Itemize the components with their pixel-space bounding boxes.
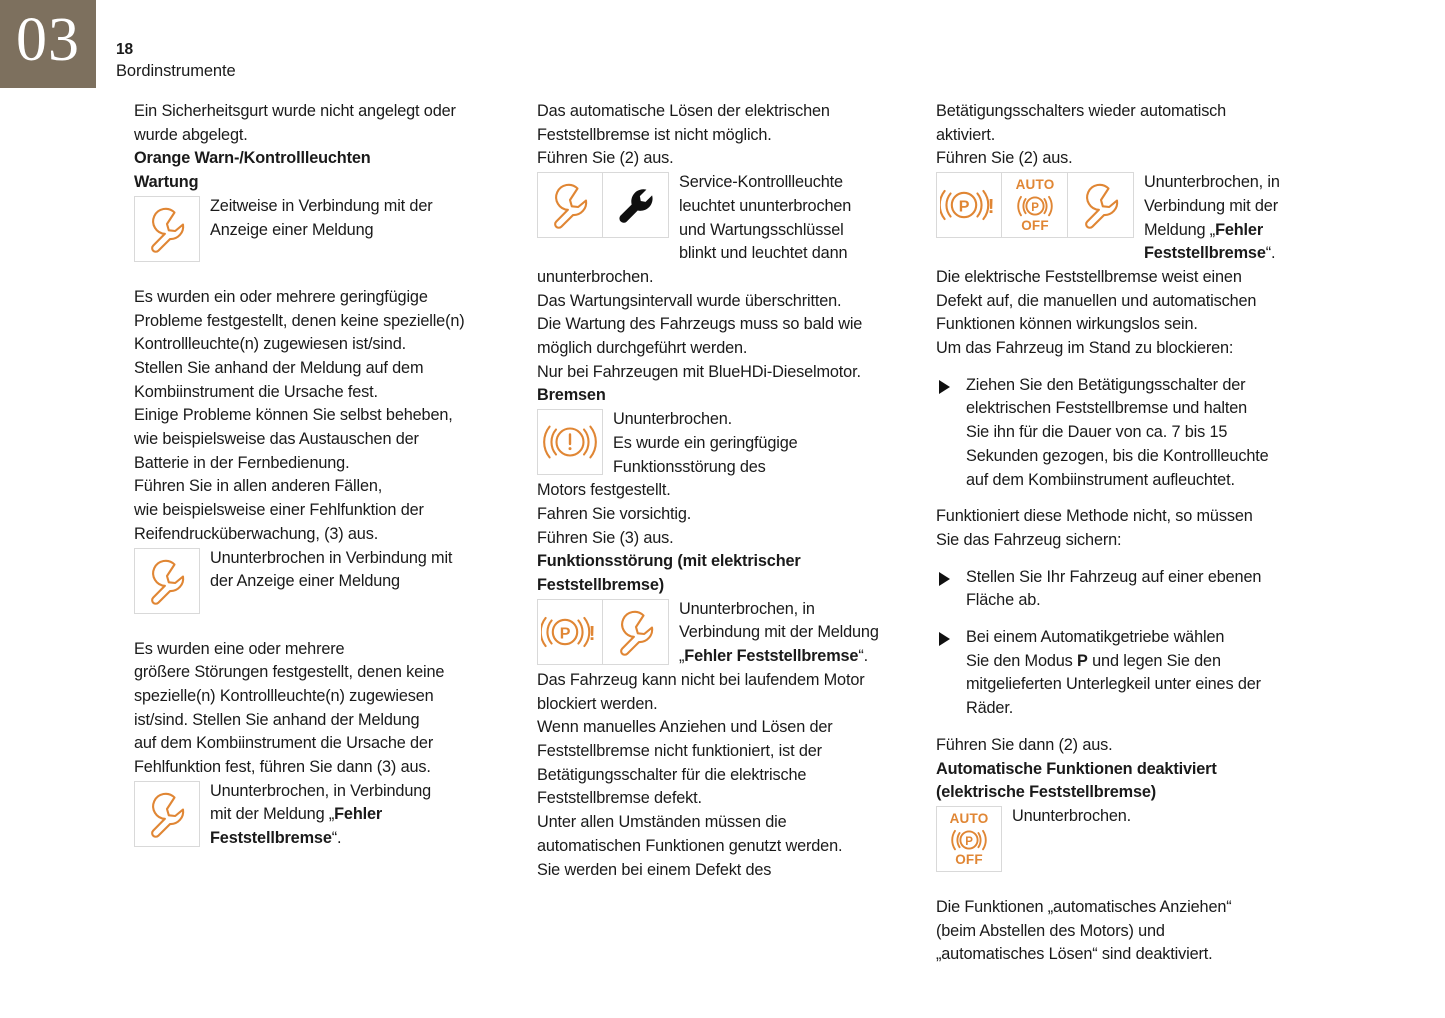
c2-p4-line6: Feststellbremse defekt.: [537, 789, 702, 808]
c2-heading-bremsen: Bremsen: [537, 386, 606, 405]
c3-p2-line4: Um das Fahrzeug im Stand zu blockieren:: [936, 339, 1234, 358]
c1-icon-stack-2: [134, 548, 200, 614]
c3-bullet-3-line3: mitgelieferten Unterlegkeil unter eines der: [966, 675, 1261, 694]
c2-icon-3-caption-line2: Verbindung mit der Meldung: [679, 623, 879, 642]
c3-icon-2-caption: [1012, 805, 1308, 829]
c2-p1-line2: Feststellbremse ist nicht möglich.: [537, 125, 772, 144]
c3-icon-1-caption-line2: Verbindung mit der: [1144, 196, 1278, 215]
wrench-outline-icon: [603, 599, 669, 665]
chapter-number: 03: [16, 6, 80, 74]
c2-icon-stack-2: [537, 409, 603, 475]
wrench-outline-icon: [134, 196, 200, 262]
c1-p2-line10: wie beispielsweise einer Fehlfunktion der: [134, 501, 424, 520]
c1-icon-stack-1: [134, 196, 200, 262]
c1-p2-line6: Einige Probleme können Sie selbst beheben,: [134, 406, 453, 425]
svg-text:!: !: [987, 196, 995, 219]
c1-icon-block-3: [134, 780, 506, 851]
c1-p3-line3: spezielle(n) Kontrollleuchte(n) zugewiesen: [134, 686, 434, 705]
svg-text:!: !: [588, 622, 596, 645]
c3-p1-line3: Führen Sie (2) aus.: [936, 149, 1073, 168]
c2-icon-3-caption-line1: Ununterbrochen, in: [679, 599, 815, 618]
c2-icon-1-caption: [679, 171, 909, 266]
c3-bullet-1-line1: Ziehen Sie den Betätigungsschalter der: [966, 375, 1246, 394]
triangle-bullet-icon: [939, 380, 950, 394]
wrench-solid-icon: [603, 172, 669, 238]
c2-icon-stack-1: [537, 172, 669, 238]
c1-p2-line1: Es wurden ein oder mehrere geringfügige: [134, 287, 428, 306]
c3-bullet-1-line5: auf dem Kombiinstrument aufleuchtet.: [966, 470, 1235, 489]
c2-p4-line2: blockiert werden.: [537, 694, 658, 713]
column-3: [936, 100, 1308, 967]
c1-icon-1-caption-line2: Anzeige einer Meldung: [210, 220, 374, 239]
c3-heading-auto-deaktiviert-line1: Automatische Funktionen deaktiviert: [936, 759, 1217, 778]
section-title: Bordinstrumente: [116, 62, 236, 80]
c3-p2-line3: Funktionen können wirkungslos sein.: [936, 315, 1198, 334]
c3-p5-line1: Die Funktionen „automatisches Anziehen“: [936, 897, 1232, 916]
svg-text:AUTO: AUTO: [949, 810, 989, 826]
wrench-outline-icon: [537, 172, 603, 238]
c1-icon-2-caption-line1: Ununterbrochen in Verbindung mit: [210, 548, 453, 567]
c3-bullet-3-line2-post: und legen Sie den: [1087, 651, 1221, 670]
c2-heading-funktionsstoerung-line2: Feststellbremse): [537, 576, 664, 595]
page-header: [116, 40, 236, 82]
c1-icon-block-2: [134, 547, 506, 616]
auto-parking-brake-off-icon: [936, 806, 1002, 872]
c2-icon-3-caption: [679, 598, 909, 669]
c2-icon-3-caption-line3-pre: „: [679, 647, 685, 666]
c1-p2-line3: Kontrollleuchte(n) zugewiesen ist/sind.: [134, 335, 406, 354]
c3-bullet-1-line2: elektrischen Feststellbremse und halten: [966, 399, 1248, 418]
wrench-outline-icon: [1068, 172, 1134, 238]
c2-p2-line4: möglich durchgeführt werden.: [537, 339, 748, 358]
c3-bullet-2-line1: Stellen Sie Ihr Fahrzeug auf einer ebenen: [966, 567, 1262, 586]
c2-p4-line1: Das Fahrzeug kann nicht bei laufendem Motor: [537, 670, 865, 689]
c3-bullet-1: [936, 374, 1308, 493]
c3-bullet-3-line2: [966, 650, 1308, 674]
c3-icon-1-caption-line4: [1144, 242, 1308, 266]
parking-brake-fault-icon: [537, 599, 603, 665]
c2-p1-line1: Das automatische Lösen der elektrischen: [537, 102, 830, 120]
c2-icon-block-1: [537, 171, 909, 266]
chapter-tab: [0, 0, 96, 88]
wrench-outline-icon: [134, 781, 200, 847]
c1-p3-line1: Es wurden eine oder mehrere: [134, 639, 345, 658]
c1-icon-1-caption-line1: Zeitweise in Verbindung mit der: [210, 196, 433, 215]
auto-parking-brake-off-icon: [1002, 172, 1068, 238]
c2-icon-3-caption-line3: [679, 645, 909, 669]
c3-bullet-2: [936, 566, 1308, 613]
c2-icon-2-caption-line1: Ununterbrochen.: [613, 410, 733, 429]
c2-icon-block-3: [537, 598, 909, 669]
c3-bullet-3-line4: Räder.: [966, 699, 1014, 718]
c1-icon-3-caption-line3-bold: Feststellbremse: [210, 829, 332, 848]
c3-bullet-3: [936, 626, 1308, 721]
c1-icon-block-1: [134, 195, 506, 264]
wrench-outline-icon: [134, 548, 200, 614]
c3-heading-auto-deaktiviert-line2: (elektrische Feststellbremse): [936, 783, 1157, 802]
svg-text:AUTO: AUTO: [1015, 177, 1054, 193]
c1-heading-wartung: Wartung: [134, 173, 199, 192]
c3-bullet-3-line2-bold: P: [1077, 651, 1088, 670]
c2-p3-line1: Motors festgestellt.: [537, 481, 671, 500]
c2-p4-line9: Sie werden bei einem Defekt des: [537, 860, 772, 879]
c3-p3-line2: Sie das Fahrzeug sichern:: [936, 530, 1122, 549]
svg-text:P: P: [559, 625, 571, 643]
c3-icon-1-caption-line3-bold: Fehler: [1215, 220, 1264, 239]
c3-p1-line1: Betätigungsschalters wieder automatisch: [936, 102, 1227, 120]
c1-p2-line5: Kombiinstrument die Ursache fest.: [134, 382, 378, 401]
c3-p5-line3: „automatisches Lösen“ sind deaktiviert.: [936, 945, 1213, 964]
svg-text:P: P: [965, 835, 973, 848]
c1-intro-line2: wurde abgelegt.: [134, 125, 248, 144]
c3-icon-1-caption-line3-pre: Meldung „: [1144, 220, 1216, 239]
c2-p2-line2: Das Wartungsintervall wurde überschritten.: [537, 291, 842, 310]
c3-icon-1-caption-line3: [1144, 219, 1308, 243]
column-1: [134, 100, 506, 851]
c1-icon-2-caption: [210, 547, 506, 594]
c3-p4-line1: Führen Sie dann (2) aus.: [936, 735, 1113, 754]
c3-bullet-1-line4: Sekunden gezogen, bis die Kontrollleuchte: [966, 446, 1269, 465]
c1-p2-line7: wie beispielsweise das Austauschen der: [134, 430, 419, 449]
c1-icon-3-caption-line2: [210, 803, 506, 827]
c1-icon-3-caption: [210, 780, 506, 827]
c3-icon-stack-2: [936, 806, 1002, 872]
c1-intro-line1: Ein Sicherheitsgurt wurde nicht angelegt oder: [134, 102, 456, 120]
c1-heading-orange-lamps: Orange Warn-/Kontrollleuchten: [134, 149, 371, 168]
c2-icon-stack-3: [537, 599, 669, 665]
c2-p3-line3: Führen Sie (3) aus.: [537, 528, 674, 547]
c1-p2-line11: Reifendrucküberwachung, (3) aus.: [134, 524, 379, 543]
c3-p1-line2: aktiviert.: [936, 125, 996, 144]
c1-icon-3-caption-line2-pre: mit der Meldung „: [210, 805, 335, 824]
c2-p4-line7: Unter allen Umständen müssen die: [537, 813, 787, 832]
c1-icon-3-caption-line3-post: “.: [331, 829, 342, 848]
c1-p2-line9: Führen Sie in allen anderen Fällen,: [134, 477, 383, 496]
c3-icon-block-1: [936, 171, 1308, 266]
c3-icon-block-2: [936, 805, 1308, 874]
page-number: 18: [116, 41, 134, 58]
c3-p2-line1: Die elektrische Feststellbremse weist einen: [936, 267, 1242, 286]
c2-p2-line1: ununterbrochen.: [537, 267, 654, 286]
c3-bullet-3-line2-pre: Sie den Modus: [966, 651, 1078, 670]
c1-p3-line6: Fehlfunktion fest, führen Sie dann (3) aus.: [134, 758, 431, 777]
c1-icon-3-caption-line2-bold: Fehler: [334, 805, 383, 824]
c2-icon-3-caption-line3-post: “.: [858, 647, 868, 666]
brake-warning-icon: [537, 409, 603, 475]
c2-p4-line8: automatischen Funktionen genutzt werden.: [537, 836, 843, 855]
c3-p2-line2: Defekt auf, die manuellen und automatischen: [936, 291, 1257, 310]
c2-icon-2-caption-line3: Funktionsstörung des: [613, 457, 766, 476]
c3-icon-1-caption-line1: Ununterbrochen, in: [1144, 173, 1280, 192]
c2-icon-2-caption-line2: Es wurde ein geringfügige: [613, 433, 798, 452]
c1-p3-line5: auf dem Kombiinstrument die Ursache der: [134, 734, 434, 753]
c3-bullet-1-line3: Sie ihn für die Dauer von ca. 7 bis 15: [966, 423, 1228, 442]
c1-icon-1-caption: [210, 195, 506, 242]
triangle-bullet-icon: [939, 572, 950, 586]
svg-text:OFF: OFF: [955, 851, 983, 867]
c2-icon-1-caption-line3: und Wartungsschlüssel: [679, 220, 844, 239]
c1-icon-stack-3: [134, 781, 200, 847]
c2-p2-line3: Die Wartung des Fahrzeugs muss so bald wie: [537, 315, 863, 334]
c2-icon-2-caption: [613, 408, 909, 479]
c1-p2-line2: Probleme festgestellt, denen keine spezielle(n): [134, 311, 465, 330]
c3-p3-line1: Funktioniert diese Methode nicht, so müssen: [936, 507, 1253, 526]
c2-icon-3-caption-line3-bold: Fehler Feststellbremse: [684, 647, 859, 666]
c3-icon-1-caption-line4-post: “.: [1265, 244, 1276, 263]
c1-icon-2-caption-line2: der Anzeige einer Meldung: [210, 572, 400, 591]
c2-heading-funktionsstoerung-line1: Funktionsstörung (mit elektrischer: [537, 552, 801, 571]
c1-p2-line4: Stellen Sie anhand der Meldung auf dem: [134, 358, 424, 377]
c3-p5-line2: (beim Abstellen des Motors) und: [936, 921, 1165, 940]
svg-text:P: P: [1030, 201, 1039, 214]
c3-bullet-2-line2: Fläche ab.: [966, 591, 1041, 610]
c1-p2-line8: Batterie in der Fernbedienung.: [134, 453, 350, 472]
c2-p2-line5: Nur bei Fahrzeugen mit BlueHDi-Dieselmotor.: [537, 362, 861, 381]
c2-p3-line2: Fahren Sie vorsichtig.: [537, 504, 692, 523]
triangle-bullet-icon: [939, 632, 950, 646]
svg-text:OFF: OFF: [1020, 218, 1049, 234]
c2-p1-line3: Führen Sie (2) aus.: [537, 149, 674, 168]
parking-brake-fault-icon: [936, 172, 1002, 238]
c2-p4-line3: Wenn manuelles Anziehen und Lösen der: [537, 718, 833, 737]
column-2: [537, 100, 909, 882]
c2-p4-line4: Feststellbremse nicht funktioniert, ist der: [537, 741, 822, 760]
svg-text:P: P: [958, 198, 970, 216]
c3-icon-stack-1: [936, 172, 1134, 238]
c3-icon-1-caption-line4-bold: Feststellbremse: [1144, 244, 1266, 263]
c2-icon-1-caption-line2: leuchtet ununterbrochen: [679, 196, 852, 215]
c2-icon-1-caption-line1: Service-Kontrollleuchte: [679, 173, 843, 192]
c1-p3-line4: ist/sind. Stellen Sie anhand der Meldung: [134, 710, 420, 729]
c1-p3-line2: größere Störungen festgestellt, denen keine: [134, 663, 445, 682]
c2-icon-block-2: [537, 408, 909, 479]
c3-bullet-3-line1: Bei einem Automatikgetriebe wählen: [966, 628, 1225, 647]
c1-icon-3-caption-line1: Ununterbrochen, in Verbindung: [210, 781, 432, 800]
c3-icon-2-caption-line1: Ununterbrochen.: [1012, 806, 1132, 825]
c3-icon-1-caption: [1144, 171, 1308, 266]
c2-icon-1-caption-line4: blinkt und leuchtet dann: [679, 244, 848, 263]
c2-p4-line5: Betätigungsschalter für die elektrische: [537, 765, 807, 784]
